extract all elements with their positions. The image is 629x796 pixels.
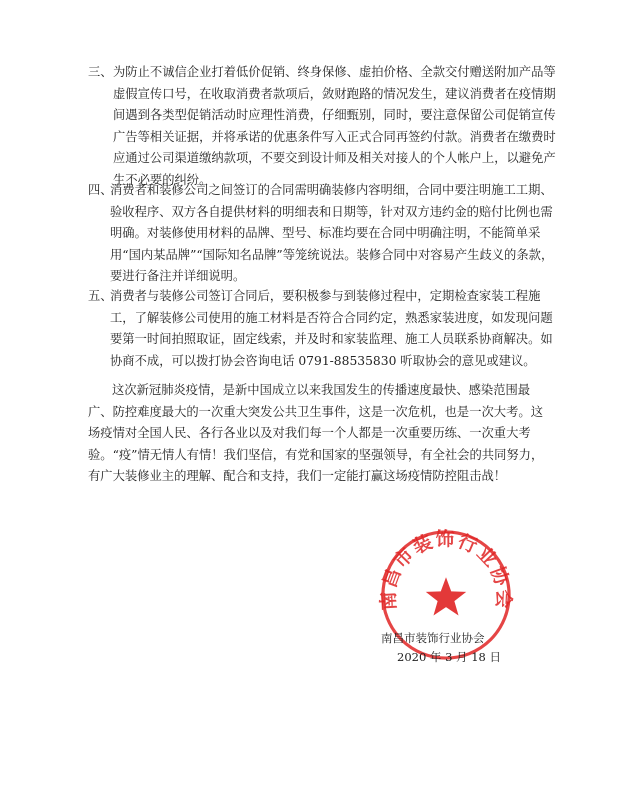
clause-text: 消费者和装修公司之间签订的合同需明确装修内容明细，合同中要注明施工工期、验收程序、双方各自提供材料的明细表和日期等，针对双方违约金的赔付比例也需明确。对装修使用材料的品牌、型号、标准均要在合同中明确注明，不能简单采用“国内某品牌”“国际知名品牌”等笼统说法。装修合同中对容易产生歧义的条款，要进行备注并详细说明。 [110, 183, 554, 283]
signature-block [381, 629, 531, 667]
seal-star-icon [426, 577, 466, 615]
clause-5 [88, 286, 558, 372]
clause-number: 三、 [88, 65, 113, 79]
clause-number: 五、 [88, 289, 113, 303]
clause-text: 为防止不诚信企业打着低价促销、终身保修、虚拍价格、全款交付赠送附加产品等虚假宣传口号，在收取消费者款项后，敛财跑路的情况发生，建议消费者在疫情期间遇到各类型促销活动时应理性消费，仔细甄别，同时，要注意保留公司促销宣传广告等相关证据，并将承诺的优惠条件写入正式合同再签约付款。消费者在缴费时应通过公司渠道缴纳款项，不要交到设计师及相关对接人的个人帐户上，以避免产生不必要的纠纷。 [113, 65, 556, 187]
signature-organization: 南昌市装饰行业协会 [381, 631, 485, 645]
clause-text: 消费者与装修公司签订合同后，要积极参与到装修过程中，定期检查家装工程施工，了解装修公司使用的施工材料是否符合合同约定，熟悉家装进度，如发现问题要第一时间拍照取证，固定线索，并及时和家装监理、施工人员联系协商解决。如协商不成，可以拨打协会咨询电话 0791-88535830 听取协会的意见或建议。 [110, 289, 553, 368]
closing-paragraph: 这次新冠肺炎疫情，是新中国成立以来我国发生的传播速度最快、感染范围最广、防控难度最大的一次重大突发公共卫生事件，这是一次危机，也是一次大考。这场疫情对全国人民、各行各业以及对我们每一个人都是一次重要历练、一次重大考验。“疫”情无情人有情！我们坚信，有党和国家的坚强领导，有全社会的共同努力，有广大装修业主的理解、配合和支持，我们一定能打赢这场疫情防控阻击战！ [88, 383, 544, 483]
clause-3 [88, 62, 558, 191]
clause-number: 四、 [88, 183, 113, 197]
clause-4 [88, 180, 558, 288]
signature-date: 2020 年 3 月 18 日 [397, 650, 501, 664]
svg-text:南昌市装饰行业协会: 南昌市装饰行业协会 [377, 528, 515, 611]
